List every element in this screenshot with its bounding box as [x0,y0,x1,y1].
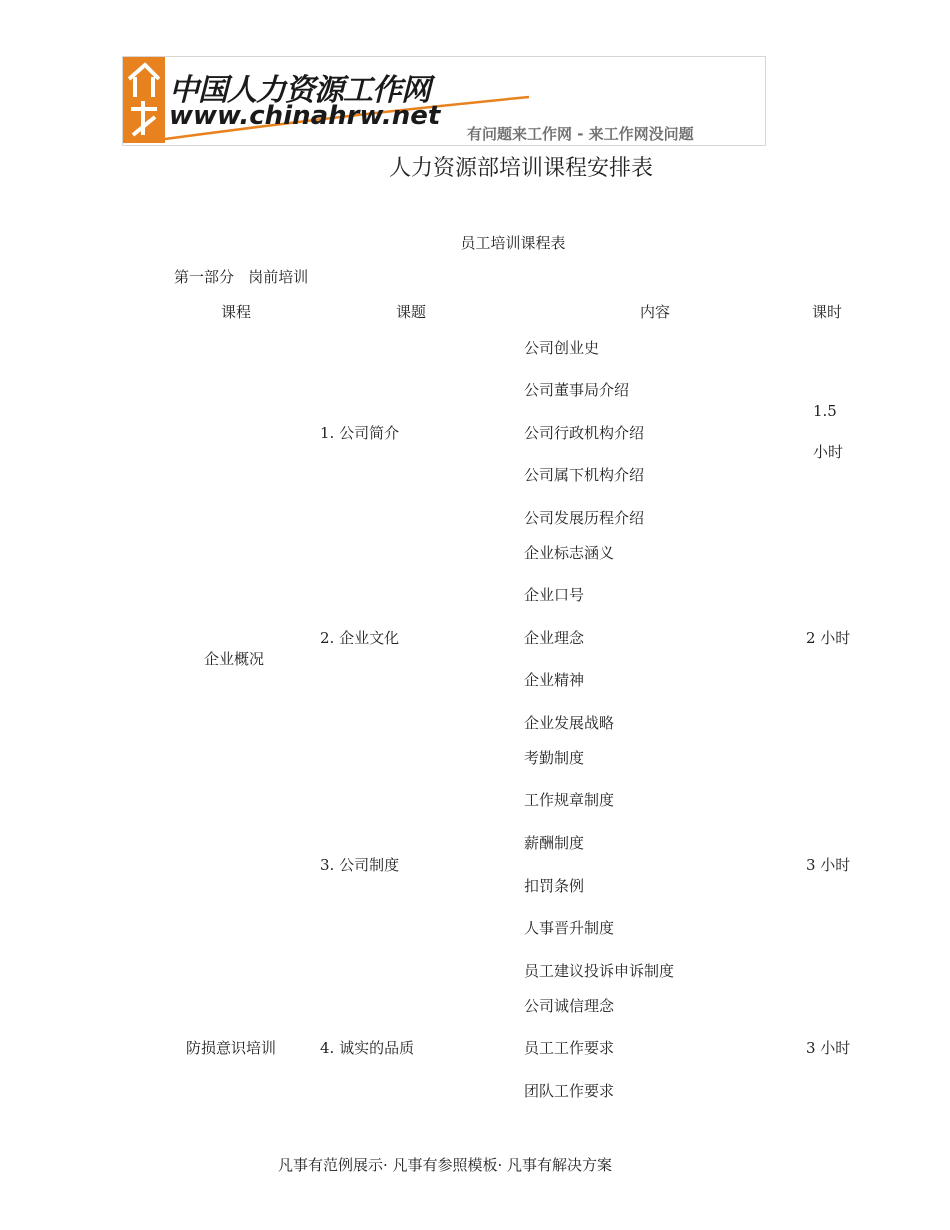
content-item: 员工建议投诉申诉制度 [524,962,675,980]
content-item: 员工工作要求 [524,1039,615,1057]
course-label: 企业概况 [204,650,265,668]
topic-title: 3. 公司制度 [320,856,400,874]
banner-slogan: 有问题来工作网 - 来工作网没问题 [467,125,694,143]
header-hours: 课时 [812,303,843,321]
topic-hours: 3 小时 [806,1039,851,1057]
logo-url: www.chinahrw.net [169,101,441,131]
content-item: 企业发展战略 [524,714,615,732]
page-title: 人力资源部培训课程安排表 [388,156,653,181]
content-item: 薪酬制度 [524,834,585,852]
content-item: 团队工作要求 [524,1082,615,1100]
content-item: 企业口号 [524,586,585,604]
topic-hours-unit: 小时 [813,443,844,461]
header-content: 内容 [640,303,671,321]
logo-chinese-name: 中国人力资源工作网 [169,73,430,108]
logo-mark-icon [123,57,165,143]
content-item: 企业理念 [524,629,585,647]
header-topic: 课题 [396,303,427,321]
topic-hours: 1.5 [813,402,837,420]
content-item: 公司发展历程介绍 [524,509,645,527]
content-item: 扣罚条例 [524,877,585,895]
content-item: 公司属下机构介绍 [524,466,645,484]
table-caption: 员工培训课程表 [460,234,566,252]
content-item: 企业标志涵义 [524,544,615,562]
topic-title: 4. 诚实的品质 [320,1039,415,1057]
content-item: 公司创业史 [524,339,600,357]
section-heading: 第一部分 岗前培训 [174,268,309,286]
page-footer: 凡事有范例展示· 凡事有参照模板· 凡事有解决方案 [277,1156,613,1174]
content-item: 人事晋升制度 [524,919,615,937]
content-item: 公司董事局介绍 [524,381,630,399]
topic-title: 2. 企业文化 [320,629,400,647]
topic-hours: 3 小时 [806,856,851,874]
topic-title: 1. 公司简介 [320,424,400,442]
topic-hours: 2 小时 [806,629,851,647]
header-course: 课程 [221,303,252,321]
content-item: 考勤制度 [524,749,585,767]
course-label: 防损意识培训 [186,1039,277,1057]
content-item: 工作规章制度 [524,791,615,809]
content-item: 企业精神 [524,671,585,689]
content-item: 公司诚信理念 [524,997,615,1015]
site-banner [122,56,766,146]
content-item: 公司行政机构介绍 [524,424,645,442]
